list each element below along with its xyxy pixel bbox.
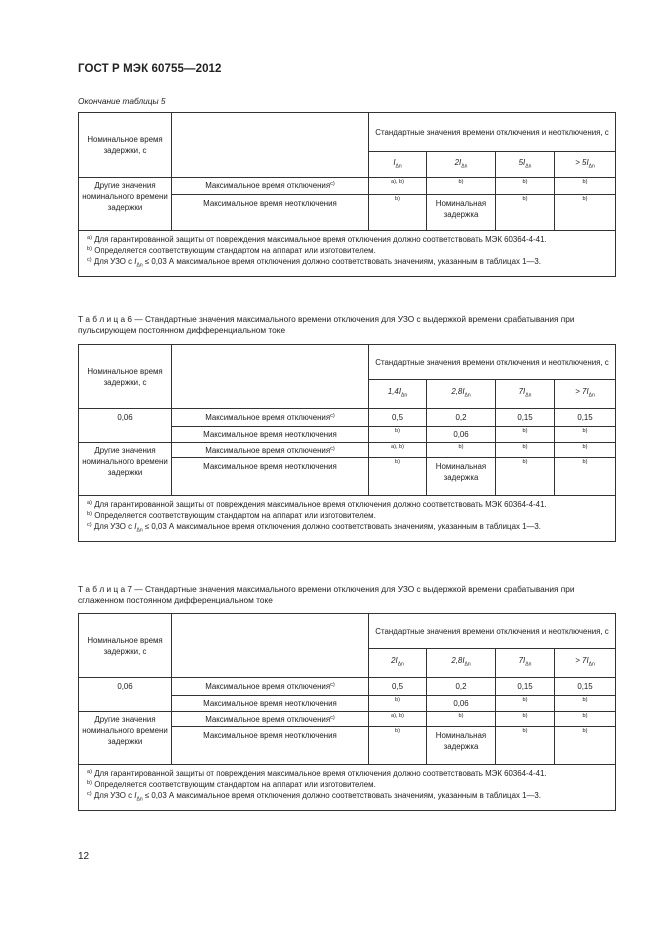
t5-max-nontrip: Максимальное время неотключения: [172, 195, 369, 231]
table7: [78, 613, 616, 811]
table5: [78, 112, 616, 277]
t5-head-h3: $5I_{\Delta n}$: [496, 152, 555, 178]
t7-other-label: Другие значения номинального времени задержки: [79, 712, 172, 765]
t7-r2-c2: 0,06: [427, 696, 496, 712]
t6-r3-c2: b): [427, 442, 496, 457]
document-header: ГОСТ Р МЭК 60755—2012: [78, 63, 222, 75]
t6-r2-c4: b): [555, 426, 616, 442]
t6-r3-c3: b): [496, 442, 555, 457]
t5-r1-c1: a), b): [369, 177, 427, 194]
t5-r1-c2: b): [427, 177, 496, 194]
t5-other-label: Другие значения номинального времени задержки: [79, 178, 172, 231]
t7-v006: 0,06: [79, 678, 172, 712]
t6-r3-c1: a), b): [369, 442, 427, 457]
t7-r3-c4: b): [555, 711, 616, 726]
t7-r1-c3: 0,15: [496, 678, 555, 696]
t6-r1-c2: 0,2: [427, 409, 496, 427]
t7-r4-c3: b): [496, 726, 555, 764]
t6-r2-c3: b): [496, 426, 555, 442]
t6-r4-c4: b): [555, 457, 616, 495]
t5-head-h1: $I_{\Delta n}$: [369, 152, 427, 178]
t7-r2-c4: b): [555, 695, 616, 711]
t5-head-h4: > $5I_{\Delta n}$: [555, 152, 616, 178]
t6-head-h3: $7I_{\Delta n}$: [496, 380, 555, 409]
table7-caption: Т а б л и ц а 7 — Стандартные значения максимального времени отключения для УЗО с выдержкой времени срабатывания при сглаженном постоянном дифференциальном токе: [78, 584, 575, 605]
t6-other-label: Другие значения номинального времени задержки: [79, 443, 172, 496]
t7-head-h1: $2I_{\Delta n}$: [369, 649, 427, 678]
t6-head-group: Стандартные значения времени отключения и неотключения, с: [369, 345, 616, 380]
t7-head-h2: $2,8I_{\Delta n}$: [427, 649, 496, 678]
t5-max-trip: Максимальное время отключения$^{c)}$: [172, 178, 369, 195]
t6-r3-c4: b): [555, 442, 616, 457]
t7-notes: $^{a)}$ Для гарантированной защиты от повреждения максимальное время отключения должно соответствовать МЭК 60364-4-41. $^{b)}$ Определяется соответствующим стандартом на аппарат или изготовителем. $^{c)}$ Для УЗО с $I_{\Delta n} \le 0,03$ А максимальное время отключения должно соответствовать значениям, указанным в таблицах 1—3.: [79, 765, 616, 811]
t6-head-col1: Номинальное время задержки, с: [79, 345, 172, 409]
t7-r1-c1: 0,5: [369, 678, 427, 696]
t7-head-h4: > $7I_{\Delta n}$: [555, 649, 616, 678]
t7-r4-c1: b): [369, 726, 427, 764]
t6-max-nontrip-2: Максимальное время неотключения: [172, 458, 369, 496]
t7-r3-c3: b): [496, 711, 555, 726]
t7-r1-c2: 0,2: [427, 678, 496, 696]
t7-max-trip-2: Максимальное время отключения$^{c)}$: [172, 712, 369, 727]
t7-head-col1: Номинальное время задержки, с: [79, 614, 172, 678]
t5-r1-c4: b): [555, 177, 616, 194]
t5-r2-c2: Номинальная задержка: [427, 195, 496, 231]
t7-r3-c1: a), b): [369, 711, 427, 726]
t5-notes: $^{a)}$ Для гарантированной защиты от повреждения максимальное время отключения должно соответствовать МЭК 60364-4-41. $^{b)}$ Определяется соответствующим стандартом на аппарат или изготовителем. $^{c)}$ Для УЗО с $I_{\Delta n} \le 0,03$ А максимальное время отключения должно соответствовать значениям, указанным в таблицах 1—3.: [79, 231, 616, 277]
t7-r1-c4: 0,15: [555, 678, 616, 696]
t6-r4-c3: b): [496, 457, 555, 495]
t6-r2-c1: b): [369, 426, 427, 442]
t5-head-col1: Номинальное время задержки, с: [79, 113, 172, 178]
t6-r1-c4: 0,15: [555, 409, 616, 427]
table6-caption: Т а б л и ц а 6 — Стандартные значения максимального времени отключения для УЗО с выдержкой времени срабатывания при пульсирующем постоянном дифференциальном токе: [78, 314, 575, 335]
table5-caption: Окончание таблицы 5: [78, 96, 166, 106]
t6-r1-c1: 0,5: [369, 409, 427, 427]
t7-r3-c2: b): [427, 711, 496, 726]
t6-max-trip: Максимальное время отключения$^{c)}$: [172, 409, 369, 427]
t7-max-nontrip: Максимальное время неотключения: [172, 696, 369, 712]
t6-v006: 0,06: [79, 409, 172, 443]
t5-r2-c3: b): [496, 194, 555, 230]
t6-head-h2: $2,8I_{\Delta n}$: [427, 380, 496, 409]
t5-r2-c1: b): [369, 194, 427, 230]
t6-max-trip-2: Максимальное время отключения$^{c)}$: [172, 443, 369, 458]
t7-r4-c4: b): [555, 726, 616, 764]
t6-head-h1: $1,4I_{\Delta n}$: [369, 380, 427, 409]
t7-max-trip: Максимальное время отключения$^{c)}$: [172, 678, 369, 696]
t6-r4-c2: Номинальная задержка: [427, 458, 496, 496]
t5-head-empty: [172, 113, 369, 178]
table6: [78, 344, 616, 542]
t7-head-h3: $7I_{\Delta n}$: [496, 649, 555, 678]
t5-r2-c4: b): [555, 194, 616, 230]
t6-max-nontrip: Максимальное время неотключения: [172, 427, 369, 443]
t6-r1-c3: 0,15: [496, 409, 555, 427]
t7-r4-c2: Номинальная задержка: [427, 727, 496, 765]
t6-notes: $^{a)}$ Для гарантированной защиты от повреждения максимальное время отключения должно соответствовать МЭК 60364-4-41. $^{b)}$ Определяется соответствующим стандартом на аппарат или изготовителем. $^{c)}$ Для УЗО с $I_{\Delta n} \le 0,03$ А максимальное время отключения должно соответствовать значениям, указанным в таблицах 1—3.: [79, 496, 616, 542]
t5-r1-c3: b): [496, 177, 555, 194]
t6-r2-c2: 0,06: [427, 427, 496, 443]
t7-head-empty: [172, 614, 369, 678]
t7-max-nontrip-2: Максимальное время неотключения: [172, 727, 369, 765]
t7-head-group: Стандартные значения времени отключения и неотключения, с: [369, 614, 616, 649]
t6-r4-c1: b): [369, 457, 427, 495]
t5-head-group: Стандартные значения времени отключения и неотключения, с: [369, 113, 616, 152]
t5-head-h2: $2I_{\Delta n}$: [427, 152, 496, 178]
t6-head-empty: [172, 345, 369, 409]
t6-head-h4: > $7I_{\Delta n}$: [555, 380, 616, 409]
t7-r2-c3: b): [496, 695, 555, 711]
page-number: 12: [78, 851, 90, 862]
t7-r2-c1: b): [369, 695, 427, 711]
